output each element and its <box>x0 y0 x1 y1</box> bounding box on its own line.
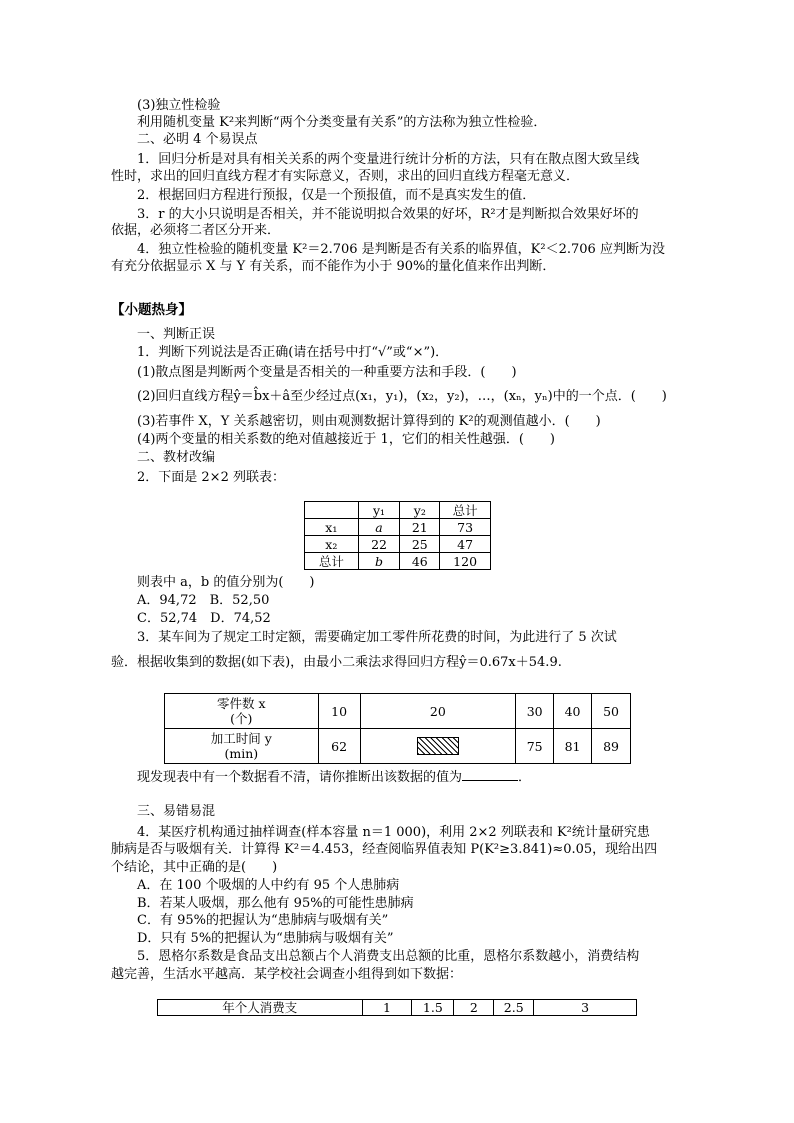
statement-4: (4)两个变量的相关系数的绝对值越接近于 1，它们的相关性越强．( ) <box>137 432 555 447</box>
table-cell: x₁ <box>305 519 359 536</box>
table-cell: 40 <box>554 694 592 729</box>
table-cell: 46 <box>400 553 440 570</box>
table-cell: 20 <box>360 694 516 729</box>
question-5-line-1: 5．恩格尔系数是食品支出总额占个人消费支出总额的比重，恩格尔系数越小，消费结构 <box>137 949 640 964</box>
textbook-heading: 二、教材改编 <box>137 450 216 465</box>
table-cell: 1 <box>362 1000 412 1016</box>
table-cell: 22 <box>358 536 400 553</box>
table-header-cell: 总计 <box>440 502 491 519</box>
table-cell: 50 <box>592 694 631 729</box>
mistake-2: 2．根据回归方程进行预报，仅是一个预报值，而不是真实发生的值． <box>137 188 536 203</box>
table-row <box>165 729 631 764</box>
question-5-line-2: 越完善，生活水平越高．某学校社会调查小组得到如下数据： <box>111 967 463 982</box>
question-3-ask-end: ． <box>518 770 532 785</box>
question-4-line-1: 4．某医疗机构通过抽样调查(样本容量 n＝1 000)，利用 2×2 列联表和 K²统计量研究患 <box>137 825 650 840</box>
table-row <box>158 1000 637 1016</box>
label-line: (个) <box>230 711 253 726</box>
table-cell: 62 <box>318 729 360 764</box>
contingency-table <box>304 501 491 570</box>
label-line: 加工时间 y <box>210 731 272 746</box>
table-cell: 81 <box>554 729 592 764</box>
mistake-1-line-2: 性时，求出的回归直线方程才有实际意义，否则，求出的回归直线方程毫无意义． <box>111 169 580 184</box>
mistake-4-line-2: 有充分依据显示 X 与 Y 有关系，而不能作为小于 90%的量化值来作出判断． <box>111 259 556 274</box>
question-4-option-b: B．若某人吸烟，那么他有 95%的可能性患肺病 <box>137 896 414 911</box>
table-cell: 3 <box>534 1000 637 1016</box>
table-cell: 89 <box>592 729 631 764</box>
question-4-option-a: A．在 100 个吸烟的人中约有 95 个人患肺病 <box>137 878 400 893</box>
table-cell: 总计 <box>305 553 359 570</box>
table-cell: 2.5 <box>494 1000 534 1016</box>
table-cell: 10 <box>318 694 360 729</box>
independence-test-title: (3)独立性检验 <box>137 98 221 113</box>
table-cell-obscured <box>360 729 516 764</box>
mistakes-heading: 二、必明 4 个易误点 <box>137 132 258 147</box>
table-row <box>165 694 631 729</box>
table-cell: 120 <box>440 553 491 570</box>
question-1: 1．判断下列说法是否正确(请在括号中打“√”或“×”)． <box>137 345 449 360</box>
answer-blank <box>462 767 518 781</box>
question-4-line-3: 个结论，其中正确的是( ) <box>111 860 278 875</box>
question-4-option-c: C．有 95%的把握认为“患肺病与吸烟有关” <box>137 913 389 928</box>
engel-table <box>157 999 637 1016</box>
independence-test-desc: 利用随机变量 K²来判断“两个分类变量有关系”的方法称为独立性检验． <box>137 115 547 130</box>
label-line: (min) <box>224 746 259 761</box>
table-cell: 25 <box>400 536 440 553</box>
question-2-options-cd: C．52,74 D．74,52 <box>137 611 271 626</box>
question-4-line-2: 肺病是否与吸烟有关．计算得 K²＝4.453，经查阅临界值表知 P(K²≥3.841)≈0.05，现给出四 <box>111 842 658 857</box>
question-2-ask: 则表中 a，b 的值分别为( ) <box>137 575 315 590</box>
mistake-1-line-1: 1．回归分析是对具有相关关系的两个变量进行统计分析的方法，只有在散点图大致呈线 <box>137 152 640 167</box>
statement-1: (1)散点图是判断两个变量是否相关的一种重要方法和手段．( ) <box>137 365 517 380</box>
parts-time-table <box>164 693 631 764</box>
table-cell: 73 <box>440 519 491 536</box>
mistake-4-line-1: 4．独立性检验的随机变量 K²＝2.706 是判断是否有关系的临界值，K²＜2.706 应判断为没 <box>137 242 665 257</box>
label-line: 零件数 x <box>217 696 266 711</box>
mistake-3-line-1: 3．r 的大小只说明是否相关，并不能说明拟合效果的好坏，R²才是判断拟合效果好坏的 <box>137 207 639 222</box>
judge-heading: 一、判断正误 <box>137 327 216 342</box>
table-row <box>305 536 491 553</box>
table-cell: 1.5 <box>412 1000 454 1016</box>
question-3-line-2: 验．根据收集到的数据(如下表)，由最小二乘法求得回归方程ŷ＝0.67x＋54.9. <box>111 655 562 670</box>
table-row <box>305 553 491 570</box>
table-header-cell: y₂ <box>400 502 440 519</box>
mistake-3-line-2: 依据，必须将二者区分开来． <box>111 223 281 238</box>
table-cell: a <box>358 519 400 536</box>
table-cell: 30 <box>516 694 554 729</box>
table-cell: 21 <box>400 519 440 536</box>
table-row-label <box>165 729 319 764</box>
statement-3: (3)若事件 X，Y 关系越密切，则由观测数据计算得到的 K²的观测值越小．( ) <box>137 414 601 429</box>
table-header-row <box>305 502 491 519</box>
table-cell: b <box>358 553 400 570</box>
table-cell: 2 <box>454 1000 494 1016</box>
statement-2: (2)回归直线方程ŷ＝b̂x＋â至少经过点(x₁，y₁)，(x₂，y₂)，…，(xₙ，yₙ)中的一个点．( ) <box>137 389 667 404</box>
confuse-heading: 三、易错易混 <box>137 804 216 819</box>
question-4-option-d: D．只有 5%的把握认为“患肺病与吸烟有关” <box>137 931 394 946</box>
question-3-line-1: 3．某车间为了规定工时定额，需要确定加工零件所花费的时间，为此进行了 5 次试 <box>137 630 617 645</box>
question-2-options-ab: A．94,72 B．52,50 <box>137 593 270 608</box>
table-cell: 75 <box>516 729 554 764</box>
table-header-cell <box>305 502 359 519</box>
table-cell: 47 <box>440 536 491 553</box>
question-3-ask-text: 现发现表中有一个数据看不清，请你推断出该数据的值为 <box>137 770 463 785</box>
table-row-label <box>165 694 319 729</box>
hatched-box-icon <box>417 737 459 755</box>
question-3-ask <box>137 767 531 786</box>
section-title: 【小题热身】 <box>111 302 192 318</box>
table-header-cell: y₁ <box>358 502 400 519</box>
table-row <box>305 519 491 536</box>
table-cell: x₂ <box>305 536 359 553</box>
table-row-label: 年个人消费支 <box>158 1000 363 1016</box>
question-2: 2．下面是 2×2 列联表： <box>137 470 285 485</box>
